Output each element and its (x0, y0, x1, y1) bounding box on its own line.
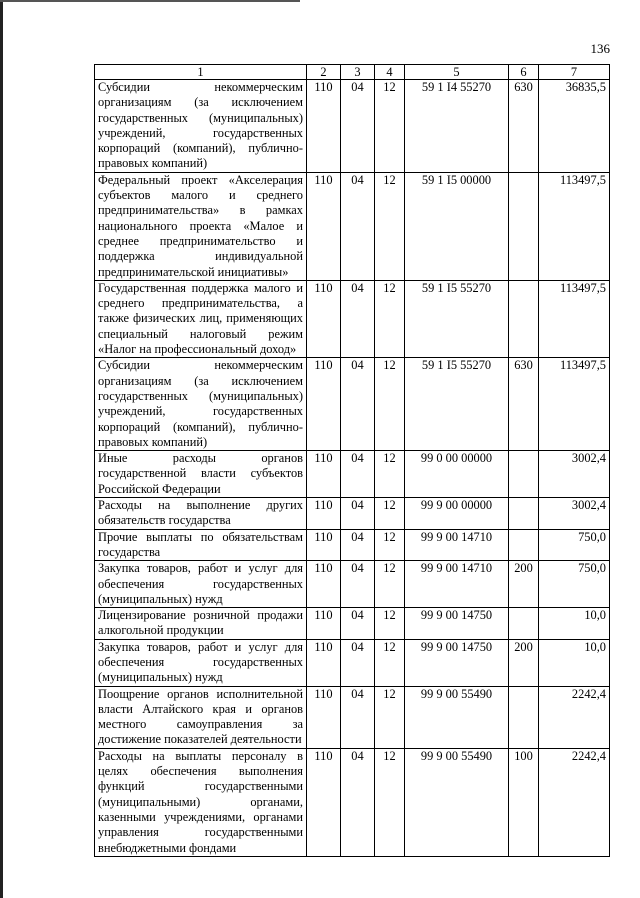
target-article-cell: 59 1 I4 55270 (405, 80, 509, 173)
header-cell: 3 (341, 65, 375, 80)
subsection-code-cell: 12 (375, 686, 405, 748)
subsection-code-cell: 12 (375, 358, 405, 451)
table-row (95, 639, 610, 686)
table-row (95, 686, 610, 748)
table-row (95, 608, 610, 640)
table-body (95, 80, 610, 857)
section-code-cell: 04 (341, 280, 375, 357)
expense-type-cell: 200 (509, 561, 539, 608)
subsection-code-cell: 12 (375, 451, 405, 498)
header-cell: 4 (375, 65, 405, 80)
expense-type-cell (509, 280, 539, 357)
target-article-cell: 59 1 I5 55270 (405, 280, 509, 357)
target-article-cell: 99 0 00 00000 (405, 451, 509, 498)
section-code-cell: 04 (341, 561, 375, 608)
amount-cell: 3002,4 (539, 451, 610, 498)
amount-cell: 750,0 (539, 529, 610, 561)
expense-type-cell: 200 (509, 639, 539, 686)
ministry-code-cell: 110 (307, 498, 341, 530)
ministry-code-cell: 110 (307, 748, 341, 856)
section-code-cell: 04 (341, 639, 375, 686)
subsection-code-cell: 12 (375, 529, 405, 561)
item-name-cell: Федеральный проект «Акселерация субъектов малого и среднего предпринимательства» в рамках национального проекта «Малое и среднее предпринимательство и поддержка индивидуальной предпринимательской инициативы» (95, 172, 307, 280)
budget-table (94, 64, 610, 857)
expense-type-cell: 100 (509, 748, 539, 856)
item-name-cell: Иные расходы органов государственной власти субъектов Российской Федерации (95, 451, 307, 498)
subsection-code-cell: 12 (375, 498, 405, 530)
item-name-cell: Закупка товаров, работ и услуг для обеспечения государственных (муниципальных) нужд (95, 561, 307, 608)
section-code-cell: 04 (341, 608, 375, 640)
section-code-cell: 04 (341, 451, 375, 498)
scan-edge-left (0, 0, 3, 898)
item-name-cell: Поощрение органов исполнительной власти Алтайского края и органов местного самоуправления за достижение показателей деятельности (95, 686, 307, 748)
scan-edge-top (0, 0, 300, 2)
header-cell: 6 (509, 65, 539, 80)
table-row (95, 280, 610, 357)
expense-type-cell (509, 172, 539, 280)
item-name-cell: Субсидии некоммерческим организациям (за исключением государственных (муниципальных) учреждений, государственных корпораций (компаний), публично-правовых компаний) (95, 358, 307, 451)
ministry-code-cell: 110 (307, 80, 341, 173)
item-name-cell: Расходы на выплаты персоналу в целях обеспечения выполнения функций государственными (муниципальными) органами, казенными учреждениями, органами управления государственными внебюджетными фондами (95, 748, 307, 856)
header-cell: 2 (307, 65, 341, 80)
amount-cell: 113497,5 (539, 172, 610, 280)
subsection-code-cell: 12 (375, 748, 405, 856)
header-cell: 5 (405, 65, 509, 80)
table-row (95, 172, 610, 280)
ministry-code-cell: 110 (307, 451, 341, 498)
section-code-cell: 04 (341, 172, 375, 280)
expense-type-cell (509, 498, 539, 530)
table-header-row (95, 65, 610, 80)
amount-cell: 113497,5 (539, 358, 610, 451)
target-article-cell: 99 9 00 55490 (405, 748, 509, 856)
amount-cell: 2242,4 (539, 748, 610, 856)
ministry-code-cell: 110 (307, 639, 341, 686)
target-article-cell: 99 9 00 00000 (405, 498, 509, 530)
amount-cell: 10,0 (539, 639, 610, 686)
subsection-code-cell: 12 (375, 608, 405, 640)
table-row (95, 529, 610, 561)
item-name-cell: Прочие выплаты по обязательствам государства (95, 529, 307, 561)
table-row (95, 498, 610, 530)
amount-cell: 10,0 (539, 608, 610, 640)
section-code-cell: 04 (341, 498, 375, 530)
header-cell: 7 (539, 65, 610, 80)
ministry-code-cell: 110 (307, 608, 341, 640)
amount-cell: 36835,5 (539, 80, 610, 173)
amount-cell: 2242,4 (539, 686, 610, 748)
page-number: 136 (590, 41, 610, 56)
table-row (95, 451, 610, 498)
amount-cell: 113497,5 (539, 280, 610, 357)
section-code-cell: 04 (341, 358, 375, 451)
ministry-code-cell: 110 (307, 280, 341, 357)
target-article-cell: 99 9 00 14750 (405, 608, 509, 640)
expense-type-cell (509, 451, 539, 498)
target-article-cell: 99 9 00 14710 (405, 561, 509, 608)
ministry-code-cell: 110 (307, 686, 341, 748)
expense-type-cell: 630 (509, 80, 539, 173)
item-name-cell: Закупка товаров, работ и услуг для обеспечения государственных (муниципальных) нужд (95, 639, 307, 686)
table-row (95, 748, 610, 856)
target-article-cell: 99 9 00 14710 (405, 529, 509, 561)
subsection-code-cell: 12 (375, 639, 405, 686)
subsection-code-cell: 12 (375, 280, 405, 357)
subsection-code-cell: 12 (375, 561, 405, 608)
ministry-code-cell: 110 (307, 172, 341, 280)
table-row (95, 80, 610, 173)
section-code-cell: 04 (341, 686, 375, 748)
target-article-cell: 59 1 I5 00000 (405, 172, 509, 280)
target-article-cell: 99 9 00 14750 (405, 639, 509, 686)
item-name-cell: Субсидии некоммерческим организациям (за исключением государственных (муниципальных) учреждений, государственных корпораций (компаний), публично-правовых компаний) (95, 80, 307, 173)
ministry-code-cell: 110 (307, 529, 341, 561)
header-cell: 1 (95, 65, 307, 80)
expense-type-cell (509, 686, 539, 748)
expense-type-cell: 630 (509, 358, 539, 451)
target-article-cell: 99 9 00 55490 (405, 686, 509, 748)
target-article-cell: 59 1 I5 55270 (405, 358, 509, 451)
item-name-cell: Расходы на выполнение других обязательств государства (95, 498, 307, 530)
item-name-cell: Государственная поддержка малого и среднего предпринимательства, а также физических лиц, применяющих специальный налоговый режим «Налог на профессиональный доход» (95, 280, 307, 357)
ministry-code-cell: 110 (307, 561, 341, 608)
amount-cell: 3002,4 (539, 498, 610, 530)
ministry-code-cell: 110 (307, 358, 341, 451)
table-row (95, 561, 610, 608)
subsection-code-cell: 12 (375, 172, 405, 280)
table-row (95, 358, 610, 451)
amount-cell: 750,0 (539, 561, 610, 608)
expense-type-cell (509, 529, 539, 561)
section-code-cell: 04 (341, 80, 375, 173)
section-code-cell: 04 (341, 748, 375, 856)
expense-type-cell (509, 608, 539, 640)
section-code-cell: 04 (341, 529, 375, 561)
item-name-cell: Лицензирование розничной продажи алкогольной продукции (95, 608, 307, 640)
subsection-code-cell: 12 (375, 80, 405, 173)
